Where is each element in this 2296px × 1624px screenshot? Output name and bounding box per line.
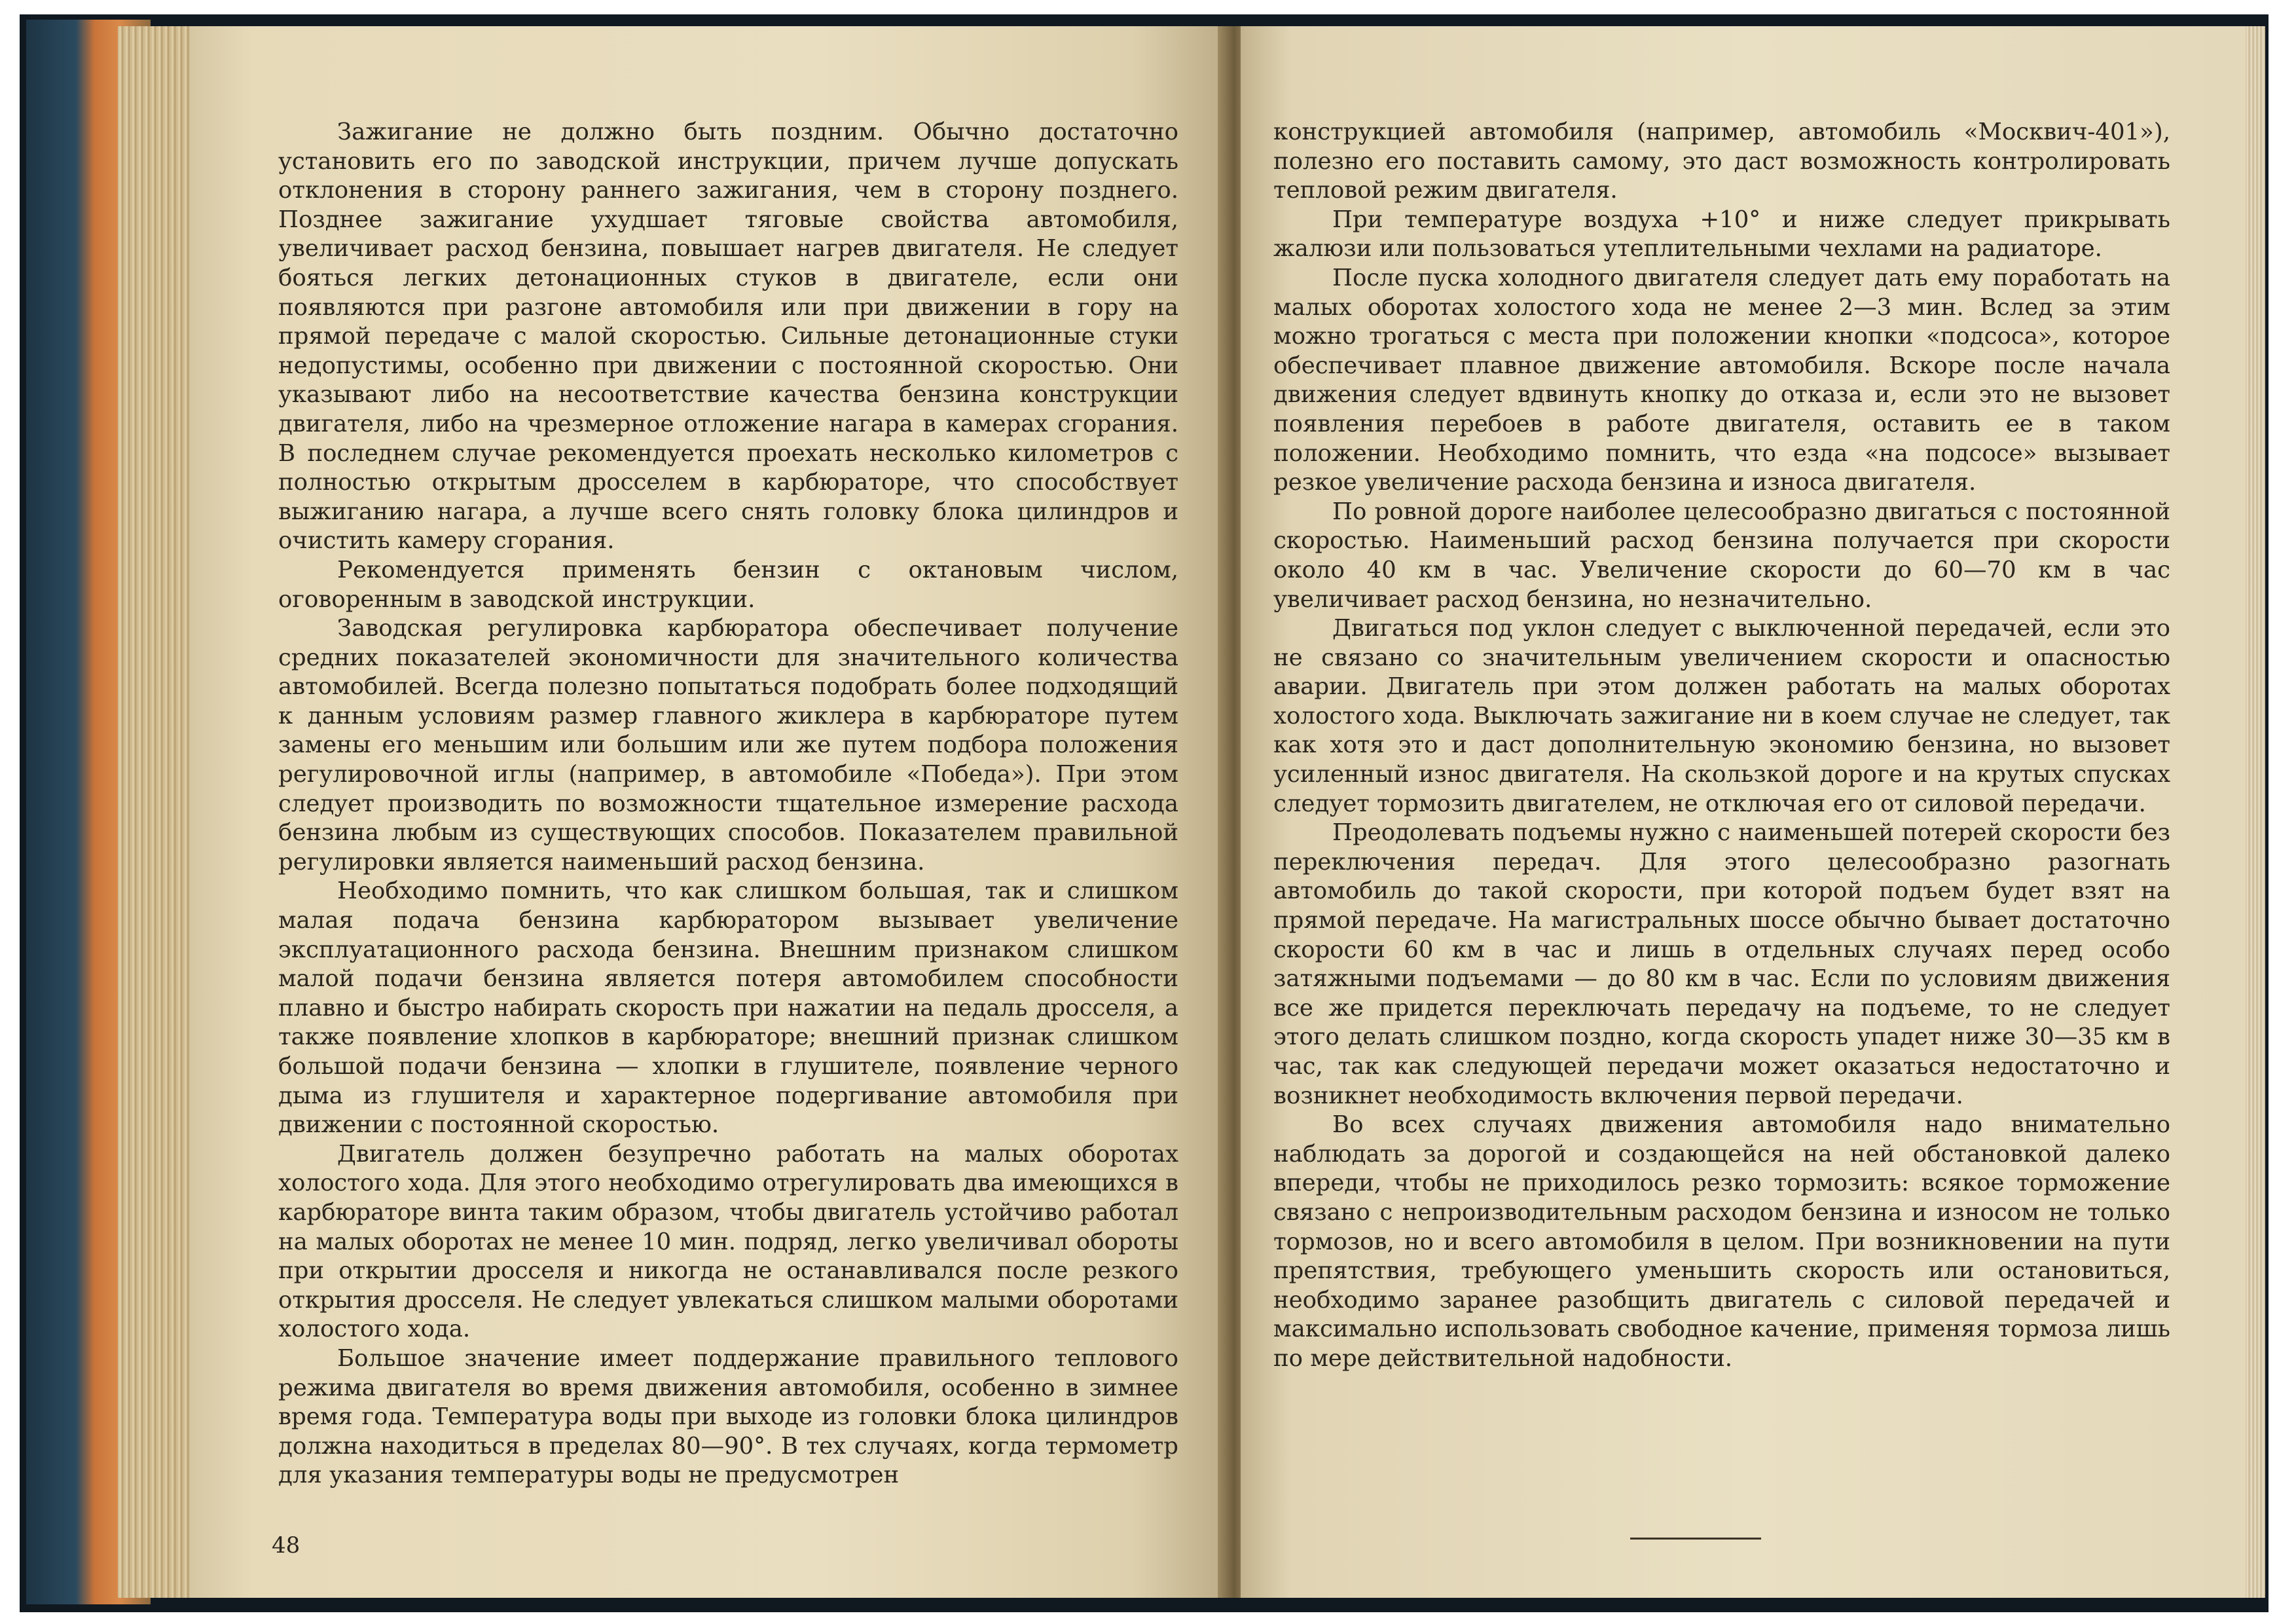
section-end-rule bbox=[1630, 1538, 1761, 1540]
paragraph: Рекомендуется применять бензин с октановым числом, оговоренным в заводской инструкции. bbox=[278, 556, 1178, 613]
paragraph: При температуре воздуха +10° и ниже следует прикрывать жалюзи или пользоваться утеплительными чехлами на радиаторе. bbox=[1273, 206, 2170, 263]
page-edges-right bbox=[2246, 26, 2265, 1598]
paragraph: Преодолевать подъемы нужно с наименьшей потерей скорости без переключения передач. Для этого целесообразно разогнать автомобиль до такой скорости, при которой подъем будет взят на прямой передаче. На магистральных шоссе обычно бывает достаточно скорости 60 км в час и лишь в отдельных случаях перед особо затяжными подъемами — до 80 км в час. Если по условиям движения все же придется переключать передачу на подъеме, то не следует этого делать слишком поздно, когда скорость упадет ниже 30—35 км в час, так как следующей передачи может оказаться недостаточно и возникнет необходимость включения первой передачи. bbox=[1273, 819, 2170, 1109]
left-page-text bbox=[278, 118, 1178, 1490]
page-number: 48 bbox=[272, 1532, 301, 1559]
paragraph: Большое значение имеет поддержание правильного теплового режима двигателя во время движения автомобиля, особенно в зимнее время года. Температура воды при выходе из головки блока цилиндров должна находиться в пределах 80—90°. В тех случаях, когда термометр для указания температуры воды не предусмотрен bbox=[278, 1344, 1178, 1489]
paragraph: Во всех случаях движения автомобиля надо внимательно наблюдать за дорогой и создающейся на ней обстановкой далеко впереди, чтобы не приходилось резко тормозить: всякое торможение связано с непроизводительным расходом бензина и износом не только тормозов, но и всего автомобиля в целом. При возникновении на пути препятствия, требующего уменьшить скорость или остановиться, необходимо заранее разобщить двигатель с силовой передачей и максимально использовать свободное качение, применяя тормоза лишь по мере действительной надобности. bbox=[1273, 1111, 2170, 1372]
paragraph: После пуска холодного двигателя следует дать ему поработать на малых оборотах холостого хода не менее 2—3 мин. Вслед за этим можно трогаться с места при положении кнопки «подсоса», которое обеспечивает плавное движение автомобиля. Вскоре после начала движения следует вдвинуть кнопку до отказа и, если это не вызовет появления перебоев в работе двигателя, оставить ее в таком положении. Необходимо помнить, что езда «на подсосе» вызывает резкое увеличение расхода бензина и износа двигателя. bbox=[1273, 264, 2170, 496]
paragraph: Заводская регулировка карбюратора обеспечивает получение средних показателей экономичности для значительного количества автомобилей. Всегда полезно попытаться подобрать более подходящий к данным условиям размер главного жиклера в карбюраторе путем замены его меньшим или большим или же путем подбора положения регулировочной иглы (например, в автомобиле «Победа»). При этом следует производить по возможности тщательное измерение расхода бензина любым из существующих способов. Показателем правильной регулировки является наименьший расход бензина. bbox=[278, 615, 1178, 876]
paragraph: По ровной дороге наиболее целесообразно двигаться с постоянной скоростью. Наименьший расход бензина получается при скорости около 40 км в час. Увеличение скорости до 60—70 км в час увеличивает расход бензина, но незначительно. bbox=[1273, 498, 2170, 613]
paragraph: Необходимо помнить, что как слишком большая, так и слишком малая подача бензина карбюратором вызывает увеличение эксплуатационного расхода бензина. Внешним признаком слишком малой подачи бензина является потеря автомобилем способности плавно и быстро набирать скорость при нажатии на педаль дросселя, а также появление хлопков в карбюраторе; внешний признак слишком большой подачи бензина — хлопки в глушителе, появление черного дыма из глушителя и характерное подергивание автомобиля при движении с постоянной скоростью. bbox=[278, 877, 1178, 1139]
paragraph-continued: конструкцией автомобиля (например, автомобиль «Москвич-401»), полезно его поставить самому, это даст возможность контролировать тепловой режим двигателя. bbox=[1273, 119, 2170, 204]
paragraph: Двигаться под уклон следует с выключенной передачей, если это не связано со значительным увеличением скорости и опасностью аварии. Двигатель при этом должен работать на малых оборотах холостого хода. Выключать зажигание ни в коем случае не следует, так как хотя это и даст дополнительную экономию бензина, но вызовет усиленный износ двигателя. На скользкой дороге и на крутых спусках следует тормозить двигателем, не отключая его от силовой передачи. bbox=[1273, 615, 2170, 817]
paragraph: Зажигание не должно быть поздним. Обычно достаточно установить его по заводской инструкции, причем лучше допускать отклонения в сторону раннего зажигания, чем в сторону позднего. Позднее зажигание ухудшает тяговые свойства автомобиля, увеличивает расход бензина, повышает нагрев двигателя. Не следует бояться легких детонационных стуков в двигателе, если они появляются при разгоне автомобиля или при движении в гору на прямой передаче с малой скоростью. Сильные детонационные стуки недопустимы, особенно при движении с постоянной скоростью. Они указывают либо на несоответствие качества бензина конструкции двигателя, либо на чрезмерное отложение нагара в камерах сгорания. В последнем случае рекомендуется проехать несколько километров с полностью открытым дросселем в карбюраторе, что способствует выжиганию нагара, а лучше всего снять головку блока цилиндров и очистить камеру сгорания. bbox=[278, 119, 1178, 555]
paragraph: Двигатель должен безупречно работать на малых оборотах холостого хода. Для этого необходимо отрегулировать два имеющихся в карбюраторе винта таким образом, чтобы двигатель устойчиво работал на малых оборотах не менее 10 мин. подряд, легко увеличивал обороты при открытии дросселя и никогда не останавливался после резкого открытия дросселя. Не следует увлекаться слишком малыми оборотами холостого хода. bbox=[278, 1140, 1178, 1343]
right-page-text bbox=[1273, 118, 2170, 1374]
